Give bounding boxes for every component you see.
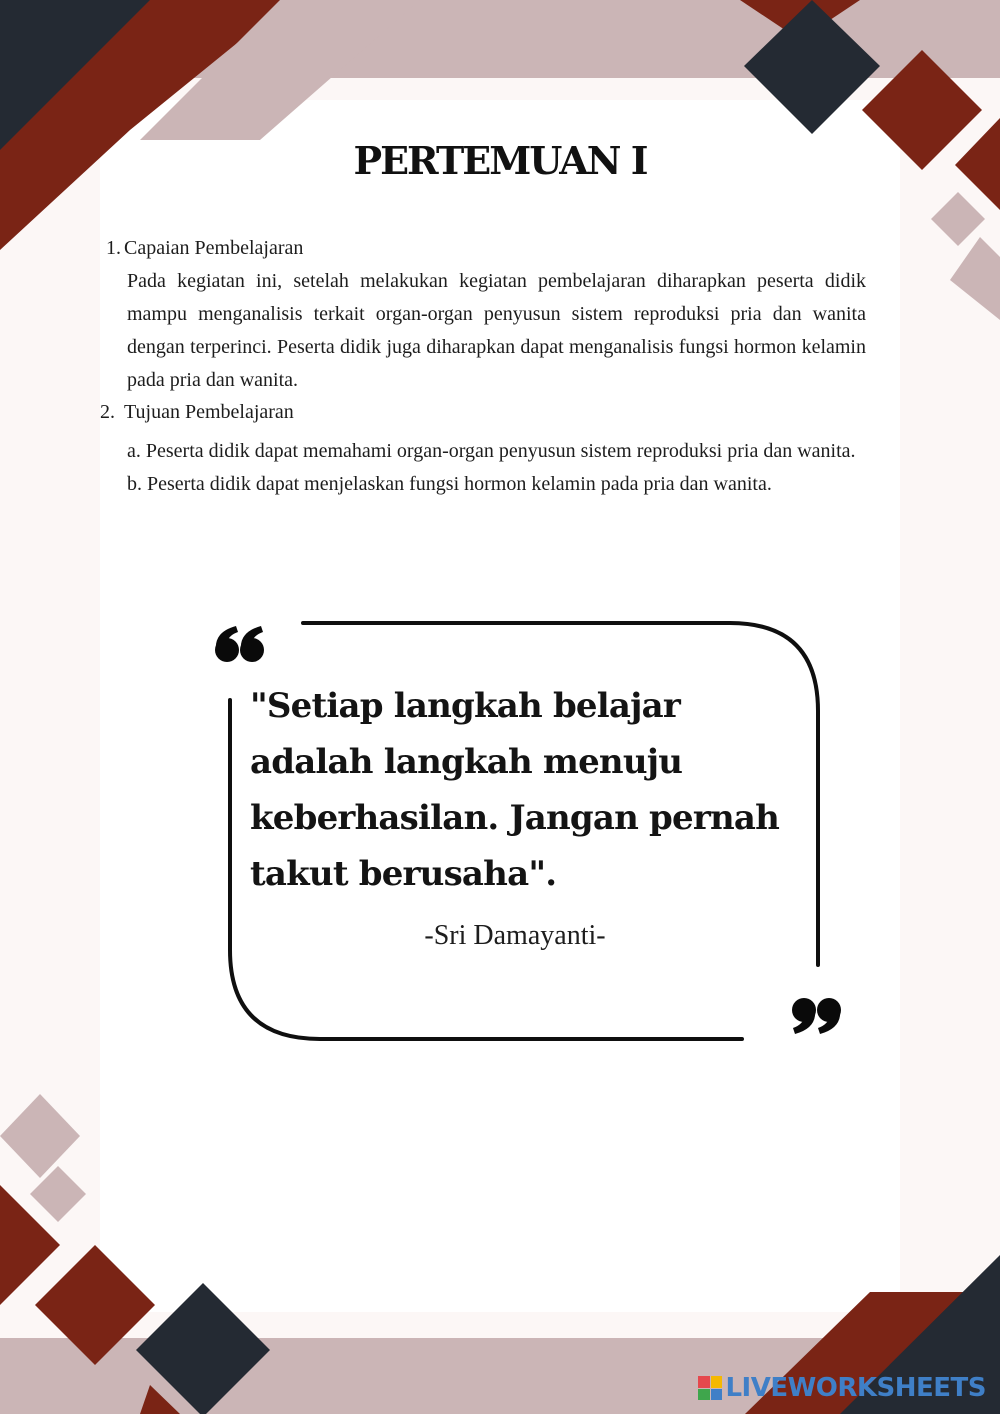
- quote-author: -Sri Damayanti-: [424, 920, 606, 951]
- section-tujuan: [100, 396, 866, 501]
- page-title: PERTEMUAN I: [353, 138, 647, 183]
- section-heading: [100, 396, 866, 429]
- goal-item-a: a. Peserta didik dapat memahami organ-organ penyusun sistem reproduksi pria dan wanita.: [127, 440, 856, 462]
- liveworksheets-logo-icon: [698, 1376, 722, 1400]
- section-number: 2.: [100, 401, 115, 423]
- section-number: 1.: [106, 237, 121, 259]
- section-heading: [100, 232, 866, 265]
- section-heading-label: Capaian Pembelajaran: [124, 237, 304, 259]
- section-capaian: [100, 232, 866, 397]
- watermark-text: LIVEWORKSHEETS: [725, 1373, 986, 1403]
- goal-item-b: b. Peserta didik dapat menjelaskan fungsi hormon kelamin pada pria dan wanita.: [127, 473, 772, 495]
- top-right-mauve-diamond: [950, 237, 1000, 320]
- section-heading-label: Tujuan Pembelajaran: [124, 401, 294, 423]
- bottom-left-mauve-diamond: [0, 1094, 80, 1178]
- liveworksheets-watermark[interactable]: [698, 1372, 986, 1404]
- section-paragraph: Pada kegiatan ini, setelah melakukan kegiatan pembelajaran diharapkan peserta didik mampu menganalisis terkait organ-organ penyusun sistem reproduksi pria dan wanita dengan terperinci. Peserta didik juga diharapkan dapat menganalisis fungsi hormon kelamin pada pria dan wanita.: [127, 270, 866, 391]
- quote-text: "Setiap langkah belajar adalah langkah menuju keberhasilan. Jangan pernah takut berusaha".: [250, 686, 780, 894]
- top-right-mauve-diamond-small: [931, 192, 985, 246]
